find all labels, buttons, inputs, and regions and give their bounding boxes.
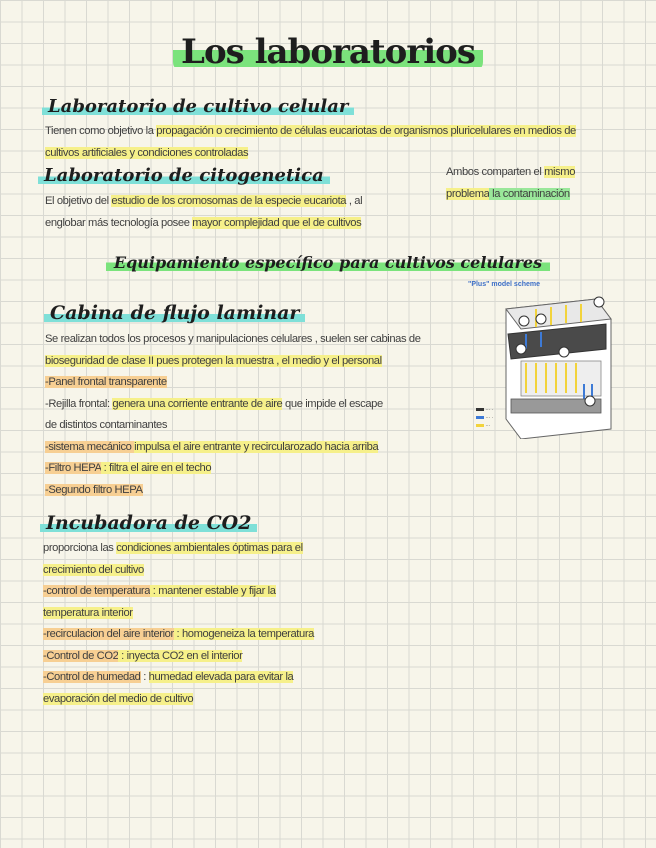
section-subtitle: Equipamiento específico para cultivos celulares bbox=[0, 253, 656, 272]
cabina-text: Se realizan todos los procesos y manipulaciones celulares , suelen ser cabinas de bioseguridad de clase II pues protegen la muestra , el medio y el personal -Panel frontal transparente -Rejilla frontal: genera una corriente entrante de aire que impide el escape de distintos contaminantes -sistema mecánico impulsa el aire entrante y recircularozado hacia arriba -Filtro HEPA : filtra el aire en el techo -Segundo filtro HEPA bbox=[45, 333, 421, 496]
heading-cultivo: Laboratorio de cultivo celular bbox=[42, 96, 354, 117]
side-note: Ambos comparten el mismo problema la contaminación bbox=[446, 166, 576, 200]
page-title: Los laboratorios bbox=[0, 32, 656, 72]
heading-citogenetica: Laboratorio de citogenetica bbox=[38, 165, 330, 186]
incubadora-text: proporciona las condiciones ambientales óptimas para el crecimiento del cultivo -control de temperatura : mantener estable y fijar la temperatura interior -recirculacion del aire interior : homogeneiza la temperatura -Control de CO2 : inyecta CO2 en el interior -Control de humedad : humedad elevada para evitar la evaporación del medio de cultivo bbox=[43, 542, 314, 705]
diagram-legend: ··· · ··· · ··· bbox=[476, 406, 493, 430]
heading-cabina: Cabina de flujo laminar bbox=[44, 302, 305, 324]
cultivo-text: Tienen como objetivo la propagación o crecimiento de células eucariotas de organismos pluricelulares en medios de cultivos artificiales y condiciones controladas bbox=[45, 125, 576, 159]
diagram-caption: "Plus" model scheme bbox=[468, 281, 540, 288]
laminar-flow-cabinet-diagram bbox=[466, 281, 616, 436]
citogenetica-text: El objetivo del estudio de los cromosomas de la especie eucariota , al englobar más tecnología posee mayor complejidad que el de cultivos bbox=[45, 195, 363, 229]
heading-incubadora: Incubadora de CO2 bbox=[40, 512, 257, 534]
